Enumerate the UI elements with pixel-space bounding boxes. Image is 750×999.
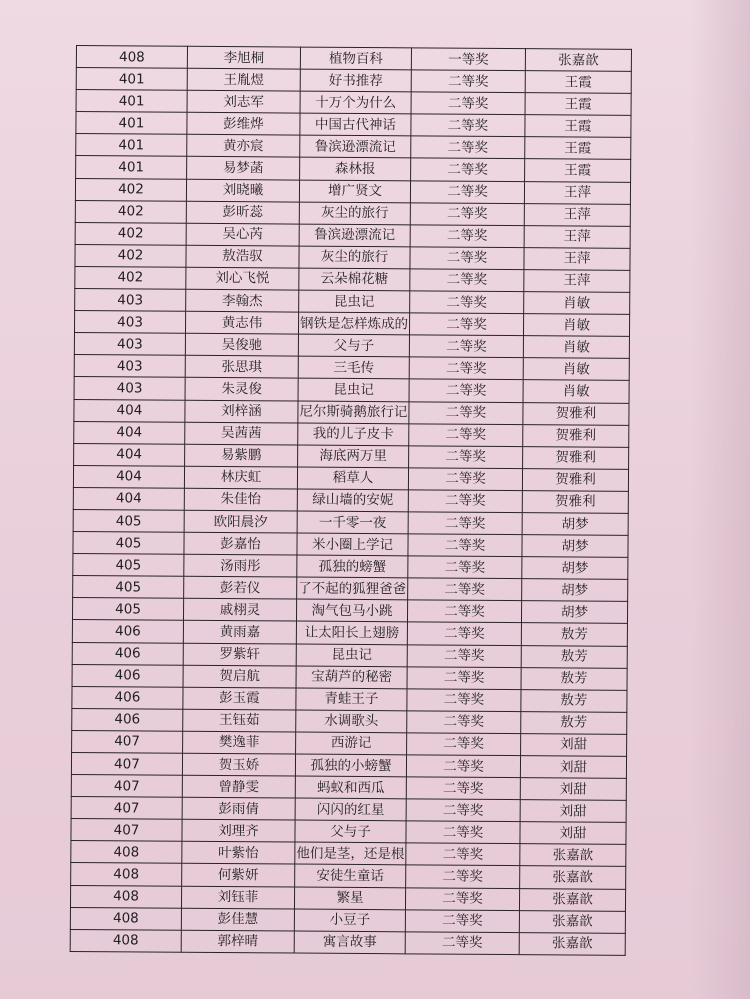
class-cell: 404 [73, 465, 184, 488]
student-name-cell: 刘钰菲 [181, 886, 294, 909]
student-name-cell: 欧阳晨汐 [184, 510, 297, 533]
teacher-cell: 肖敏 [523, 358, 629, 381]
award-cell: 二等奖 [406, 821, 520, 844]
teacher-cell: 刘甜 [520, 822, 626, 845]
award-list-table [70, 45, 632, 956]
award-list-body [70, 46, 631, 956]
class-cell: 403 [74, 355, 185, 378]
student-name-cell: 易紫鹏 [185, 444, 298, 467]
paper-shadow [690, 0, 750, 999]
award-cell: 二等奖 [408, 512, 522, 535]
book-title-cell: 安徒生童话 [295, 865, 406, 888]
award-cell: 二等奖 [406, 755, 520, 778]
class-cell: 403 [74, 333, 185, 356]
award-cell: 二等奖 [410, 225, 524, 248]
award-cell: 二等奖 [407, 600, 521, 623]
teacher-cell: 王霞 [525, 137, 631, 160]
student-name-cell: 张思琪 [185, 356, 298, 379]
student-name-cell: 贺启航 [183, 665, 296, 688]
book-title-cell: 父与子 [295, 820, 406, 843]
class-cell: 405 [72, 598, 183, 621]
teacher-cell: 王萍 [524, 270, 630, 293]
book-title-cell: 闪闪的红星 [295, 798, 406, 821]
award-cell: 二等奖 [408, 578, 522, 601]
award-cell: 二等奖 [410, 291, 524, 314]
teacher-cell: 胡梦 [522, 513, 628, 536]
teacher-cell: 胡梦 [522, 535, 628, 558]
teacher-cell: 敖芳 [521, 645, 627, 668]
teacher-cell: 王霞 [525, 71, 631, 94]
award-cell: 二等奖 [411, 158, 525, 181]
student-name-cell: 易梦菡 [187, 157, 300, 180]
award-cell: 二等奖 [409, 313, 523, 336]
class-cell: 407 [71, 797, 182, 820]
award-cell: 二等奖 [408, 556, 522, 579]
class-cell: 403 [74, 377, 185, 400]
award-cell: 二等奖 [411, 92, 525, 115]
book-title-cell: 繁星 [294, 887, 405, 910]
award-cell: 二等奖 [411, 114, 525, 137]
class-cell: 402 [75, 178, 186, 201]
student-name-cell: 敖浩驭 [186, 245, 299, 268]
award-cell: 二等奖 [410, 180, 524, 203]
book-title-cell: 一千零一夜 [297, 511, 408, 534]
book-title-cell: 鲁滨逊漂流记 [300, 135, 411, 158]
book-title-cell: 中国古代神话 [300, 113, 411, 136]
class-cell: 401 [76, 90, 187, 113]
award-cell: 一等奖 [411, 48, 525, 71]
book-title-cell: 了不起的狐狸爸爸 [297, 577, 408, 600]
student-name-cell: 黄雨嘉 [183, 621, 296, 644]
teacher-cell: 胡梦 [521, 601, 627, 624]
award-cell: 二等奖 [407, 711, 521, 734]
student-name-cell: 李旭桐 [187, 46, 300, 69]
book-title-cell: 宝葫芦的秘密 [296, 666, 407, 689]
student-name-cell: 刘理齐 [182, 820, 295, 843]
award-cell: 二等奖 [407, 666, 521, 689]
book-title-cell: 让太阳长上翅膀 [296, 621, 407, 644]
award-cell: 二等奖 [411, 136, 525, 159]
award-cell: 二等奖 [405, 932, 519, 955]
award-cell: 二等奖 [409, 401, 523, 424]
student-name-cell: 罗紫轩 [183, 643, 296, 666]
award-cell: 二等奖 [409, 379, 523, 402]
teacher-cell: 贺雅利 [523, 424, 629, 447]
student-name-cell: 吴心芮 [186, 223, 299, 246]
class-cell: 401 [76, 112, 187, 135]
award-cell: 二等奖 [409, 357, 523, 380]
teacher-cell: 张嘉歆 [519, 888, 625, 911]
teacher-cell: 张嘉歆 [525, 49, 631, 72]
student-name-cell: 吴茜茜 [185, 422, 298, 445]
student-name-cell: 李翰杰 [186, 289, 299, 312]
teacher-cell: 王霞 [525, 159, 631, 182]
student-name-cell: 彭玉霞 [183, 687, 296, 710]
class-cell: 406 [72, 642, 183, 665]
class-cell: 406 [72, 664, 183, 687]
book-title-cell: 绿山墙的安妮 [297, 489, 408, 512]
award-cell: 二等奖 [407, 733, 521, 756]
book-title-cell: 孤独的小螃蟹 [295, 754, 406, 777]
student-name-cell: 刘心飞悦 [186, 267, 299, 290]
book-title-cell: 西游记 [296, 732, 407, 755]
class-cell: 407 [71, 752, 182, 775]
teacher-cell: 敖芳 [521, 623, 627, 646]
class-cell: 408 [76, 46, 187, 69]
award-cell: 二等奖 [409, 335, 523, 358]
student-name-cell: 彭佳慧 [181, 908, 294, 931]
book-title-cell: 尼尔斯骑鹅旅行记 [298, 401, 409, 424]
teacher-cell: 刘甜 [521, 734, 627, 757]
book-title-cell: 植物百科 [300, 47, 411, 70]
class-cell: 408 [71, 841, 182, 864]
student-name-cell: 王钰茹 [183, 709, 296, 732]
award-cell: 二等奖 [407, 689, 521, 712]
teacher-cell: 张嘉歆 [519, 910, 625, 933]
class-cell: 407 [72, 730, 183, 753]
student-name-cell: 吴俊驰 [185, 333, 298, 356]
award-cell: 二等奖 [410, 247, 524, 270]
teacher-cell: 张嘉歆 [519, 932, 625, 955]
book-title-cell: 淘气包马小跳 [296, 599, 407, 622]
class-cell: 404 [73, 487, 184, 510]
class-cell: 405 [73, 554, 184, 577]
book-title-cell: 灰尘的旅行 [299, 202, 410, 225]
class-cell: 403 [75, 289, 186, 312]
teacher-cell: 肖敏 [523, 336, 629, 359]
class-cell: 402 [75, 244, 186, 267]
book-title-cell: 增广贤文 [299, 180, 410, 203]
teacher-cell: 肖敏 [524, 292, 630, 315]
table-row [70, 929, 625, 955]
award-cell: 二等奖 [407, 644, 521, 667]
class-cell: 402 [75, 266, 186, 289]
teacher-cell: 王萍 [524, 203, 630, 226]
student-name-cell: 郭梓晴 [181, 930, 294, 953]
student-name-cell: 樊逸菲 [183, 731, 296, 754]
student-name-cell: 朱灵俊 [185, 378, 298, 401]
book-title-cell: 昆虫记 [298, 378, 409, 401]
book-title-cell: 海底两万里 [298, 445, 409, 468]
award-cell: 二等奖 [410, 202, 524, 225]
student-name-cell: 彭昕蕊 [186, 201, 299, 224]
class-cell: 404 [74, 443, 185, 466]
student-name-cell: 何紫妍 [182, 864, 295, 887]
award-cell: 二等奖 [406, 865, 520, 888]
student-name-cell: 黄亦宸 [187, 135, 300, 158]
teacher-cell: 肖敏 [523, 314, 629, 337]
student-name-cell: 彭嘉怡 [184, 532, 297, 555]
class-cell: 404 [74, 399, 185, 422]
book-title-cell: 小豆子 [294, 909, 405, 932]
award-cell: 二等奖 [409, 446, 523, 469]
teacher-cell: 敖芳 [521, 667, 627, 690]
teacher-cell: 张嘉歆 [520, 866, 626, 889]
class-cell: 408 [70, 929, 181, 952]
teacher-cell: 刘甜 [520, 800, 626, 823]
class-cell: 401 [76, 156, 187, 179]
award-cell: 二等奖 [411, 70, 525, 93]
teacher-cell: 贺雅利 [522, 491, 628, 514]
book-title-cell: 好书推荐 [300, 69, 411, 92]
award-cell: 二等奖 [408, 490, 522, 513]
award-cell: 二等奖 [406, 777, 520, 800]
teacher-cell: 贺雅利 [522, 468, 628, 491]
book-title-cell: 灰尘的旅行 [299, 246, 410, 269]
class-cell: 404 [74, 421, 185, 444]
student-name-cell: 曾静雯 [182, 775, 295, 798]
student-name-cell: 刘梓涵 [185, 400, 298, 423]
student-name-cell: 汤雨彤 [184, 554, 297, 577]
teacher-cell: 敖芳 [521, 689, 627, 712]
class-cell: 408 [71, 863, 182, 886]
student-name-cell: 叶紫怡 [182, 842, 295, 865]
teacher-cell: 敖芳 [521, 711, 627, 734]
student-name-cell: 刘志军 [187, 90, 300, 113]
class-cell: 403 [74, 311, 185, 334]
class-cell: 405 [73, 532, 184, 555]
book-title-cell: 钢铁是怎样炼成的 [298, 312, 409, 335]
teacher-cell: 张嘉歆 [520, 844, 626, 867]
award-cell: 二等奖 [406, 799, 520, 822]
student-name-cell: 彭若仪 [184, 577, 297, 600]
book-title-cell: 三毛传 [298, 356, 409, 379]
award-cell: 二等奖 [407, 622, 521, 645]
book-title-cell: 青蛙王子 [296, 688, 407, 711]
class-cell: 408 [70, 885, 181, 908]
class-cell: 405 [73, 576, 184, 599]
class-cell: 407 [71, 819, 182, 842]
class-cell: 402 [75, 222, 186, 245]
student-name-cell: 刘晓曦 [186, 179, 299, 202]
award-cell: 二等奖 [408, 468, 522, 491]
book-title-cell: 昆虫记 [296, 644, 407, 667]
student-name-cell: 彭维烨 [187, 113, 300, 136]
student-name-cell: 戚栩灵 [183, 599, 296, 622]
teacher-cell: 王萍 [524, 225, 630, 248]
award-cell: 二等奖 [410, 269, 524, 292]
award-cell: 二等奖 [408, 534, 522, 557]
student-name-cell: 贺玉娇 [182, 753, 295, 776]
teacher-cell: 刘甜 [520, 756, 626, 779]
book-title-cell: 十万个为什么 [300, 91, 411, 114]
student-name-cell: 王胤煜 [187, 68, 300, 91]
book-title-cell: 鲁滨逊漂流记 [299, 224, 410, 247]
class-cell: 406 [72, 708, 183, 731]
class-cell: 407 [71, 775, 182, 798]
teacher-cell: 贺雅利 [523, 446, 629, 469]
book-title-cell: 他们是茎，还是根 [295, 842, 406, 865]
award-cell: 二等奖 [409, 423, 523, 446]
teacher-cell: 王萍 [524, 181, 630, 204]
teacher-cell: 刘甜 [520, 778, 626, 801]
book-title-cell: 寓言故事 [294, 931, 405, 954]
award-cell: 二等奖 [405, 909, 519, 932]
book-title-cell: 云朵棉花糖 [299, 268, 410, 291]
teacher-cell: 贺雅利 [523, 402, 629, 425]
student-name-cell: 朱佳怡 [184, 488, 297, 511]
teacher-cell: 王萍 [524, 247, 630, 270]
class-cell: 406 [72, 620, 183, 643]
teacher-cell: 王霞 [525, 115, 631, 138]
class-cell: 405 [73, 509, 184, 532]
teacher-cell: 胡梦 [522, 557, 628, 580]
book-title-cell: 我的儿子皮卡 [298, 423, 409, 446]
teacher-cell: 王霞 [525, 93, 631, 116]
book-title-cell: 米小圈上学记 [297, 533, 408, 556]
class-cell: 402 [75, 200, 186, 223]
student-name-cell: 林庆虹 [184, 466, 297, 489]
award-cell: 二等奖 [405, 887, 519, 910]
book-title-cell: 蚂蚁和西瓜 [295, 776, 406, 799]
teacher-cell: 胡梦 [522, 579, 628, 602]
book-title-cell: 稻草人 [297, 467, 408, 490]
class-cell: 401 [76, 68, 187, 91]
student-name-cell: 彭雨倩 [182, 797, 295, 820]
book-title-cell: 昆虫记 [299, 290, 410, 313]
class-cell: 401 [76, 134, 187, 157]
book-title-cell: 水调歌头 [296, 710, 407, 733]
award-cell: 二等奖 [406, 843, 520, 866]
book-title-cell: 森林报 [300, 158, 411, 181]
student-name-cell: 黄志伟 [185, 311, 298, 334]
book-title-cell: 父与子 [298, 334, 409, 357]
class-cell: 406 [72, 686, 183, 709]
class-cell: 408 [70, 907, 181, 930]
teacher-cell: 肖敏 [523, 380, 629, 403]
book-title-cell: 孤独的螃蟹 [297, 555, 408, 578]
